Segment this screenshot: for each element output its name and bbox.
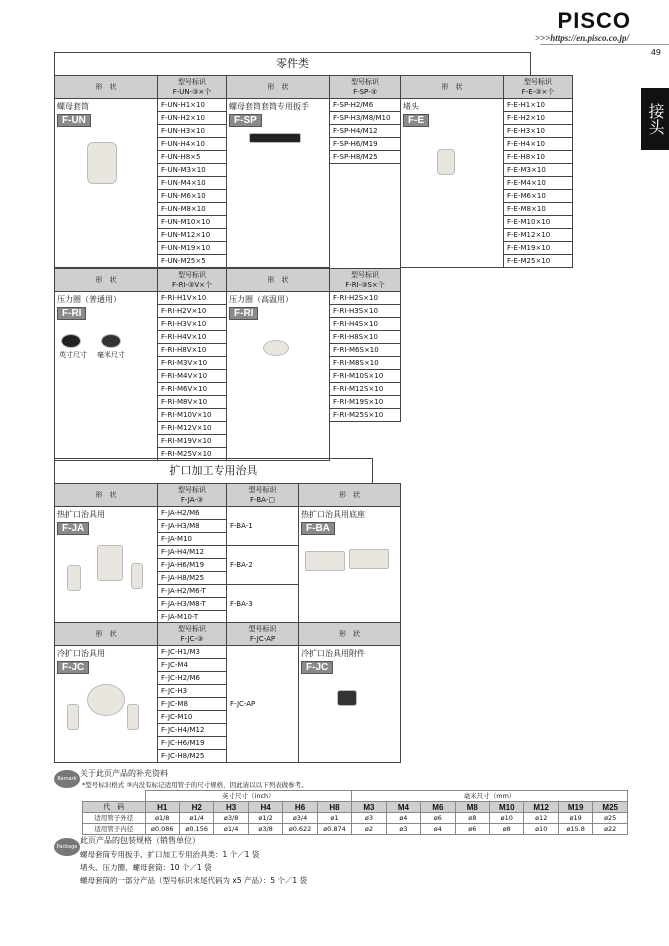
product-name: 热扩口治具用 [57, 510, 105, 519]
model-cell: F-RI-M6V×10 [158, 383, 227, 396]
model-cell: F-JA-H4/M12 [158, 546, 227, 559]
model-cell: F-JC-M8 [158, 698, 227, 711]
tube-od: ø6 [421, 813, 455, 824]
cell: 适用管子外径 [83, 813, 146, 824]
shape-cell-ja [55, 507, 158, 624]
parts-table-2 [54, 268, 401, 461]
model-cell: F-E-H8×10 [504, 151, 573, 164]
product-name: 热扩口治具用底座 [301, 510, 365, 519]
shape-header: 形 状 [299, 623, 401, 646]
package-line: 螺母套筒的一部分产品（型号标识末尾代码为 x5 产品）：5 个／1 袋 [80, 876, 308, 885]
cell [83, 802, 628, 813]
model-cell: F-E-M3×10 [504, 164, 573, 177]
model-cell: F-JC-M10 [158, 711, 227, 724]
model-cell: F-UN-H2×10 [158, 112, 227, 125]
divider [540, 44, 669, 45]
shape-header: 形 状 [227, 269, 330, 292]
model-cell: F-BA-2 [227, 546, 299, 585]
parts-title: 零件类 [54, 52, 531, 76]
cell [83, 791, 628, 802]
cell [337, 690, 357, 706]
tube-od: ø19 [558, 813, 592, 824]
package-icon: Package [54, 838, 80, 856]
model-cell: F-RI-H3V×10 [158, 318, 227, 331]
model-cell: F-UN-H1×10 [158, 99, 227, 112]
model-cell: F-JA-H3/M8 [158, 520, 227, 533]
cell: F-JC-AP [249, 635, 276, 643]
cell [67, 565, 81, 591]
model-cell: F-E-H4×10 [504, 138, 573, 151]
model-header [330, 269, 401, 292]
shape-header: 形 状 [55, 269, 158, 292]
model-cell: F-E-M4×10 [504, 177, 573, 190]
model-header [158, 76, 227, 99]
size-code: M3 [352, 802, 386, 813]
cell: 型号标识 [178, 625, 206, 633]
model-cell: F-JA-H3/M8-T [158, 598, 227, 611]
tube-od: ø12 [524, 813, 558, 824]
remark-note: *型号标识格式 ③内没有标记适用管子的尺寸规格，因此请以以下列表做参考。 [82, 781, 308, 789]
cell: F-E-③×个 [521, 88, 555, 96]
model-header [158, 269, 227, 292]
model-cell: F-RI-M6S×10 [330, 344, 401, 357]
table-row [55, 292, 401, 305]
model-cell: F-E-H1×10 [504, 99, 573, 112]
model-cell: F-SP-H4/M12 [330, 125, 401, 138]
tube-od: ø4 [386, 813, 420, 824]
mm-label: 毫米尺寸 [97, 351, 125, 359]
header-row [55, 484, 401, 507]
cell: F-RI-③S×个 [345, 281, 385, 289]
cell [437, 149, 455, 175]
cell [57, 127, 155, 167]
size-code: H6 [283, 802, 317, 813]
tube-od: ø25 [593, 813, 628, 824]
model-cell: F-E-M6×10 [504, 190, 573, 203]
model-cell: F-JC-H6/M19 [158, 737, 227, 750]
series-badge: F-E [403, 114, 429, 127]
table-row [55, 507, 401, 520]
model-header [504, 76, 573, 99]
shape-cell-e [401, 99, 504, 268]
model-cell: F-RI-H1V×10 [158, 292, 227, 305]
model-cell: F-UN-M8×10 [158, 203, 227, 216]
cell [83, 791, 146, 802]
model-cell: F-UN-H8×5 [158, 151, 227, 164]
model-cell: F-JA-H2/M6 [158, 507, 227, 520]
product-name: 螺母套筒套筒专用扳手 [229, 102, 309, 111]
model-cell: F-JA-M10 [158, 533, 227, 546]
product-name: 堵头 [403, 102, 419, 111]
model-cell: F-RI-M10V×10 [158, 409, 227, 422]
cell [229, 320, 327, 360]
model-cell: F-E-H3×10 [504, 125, 573, 138]
parts-table-1 [54, 75, 573, 268]
size-code: M10 [490, 802, 524, 813]
cell [263, 340, 289, 356]
model-cell: F-UN-M25×5 [158, 255, 227, 268]
tube-id: ø2 [352, 824, 386, 835]
cell [55, 269, 401, 461]
cell [101, 334, 121, 348]
tube-id: ø0.086 [145, 824, 179, 835]
model-cell: F-JA-H2/M6-T [158, 585, 227, 598]
cell: 型号标识 [524, 78, 552, 86]
product-name: 冷扩口治具用 [57, 649, 105, 658]
tube-id: ø15.8 [558, 824, 592, 835]
size-code: H4 [248, 802, 282, 813]
series-badge: F-SP [229, 114, 262, 127]
tube-id: ø0.874 [317, 824, 351, 835]
model-cell: F-JC-M4 [158, 659, 227, 672]
model-cell: F-SP-H2/M6 [330, 99, 401, 112]
cell: 型号标识 [248, 486, 277, 494]
model-cell: F-UN-M10×10 [158, 216, 227, 229]
remark-icon: Remark [54, 770, 80, 788]
tube-id: ø6 [455, 824, 489, 835]
model-cell: F-UN-M12×10 [158, 229, 227, 242]
tube-od: ø3/8 [214, 813, 248, 824]
tools-table-1 [54, 483, 401, 624]
cell: 型号标识 [351, 271, 379, 279]
shape-header: 形 状 [55, 623, 158, 646]
cell: F-UN-③×个 [172, 88, 212, 96]
product-name: 压力圈（高温用） [229, 295, 293, 304]
model-header [227, 623, 299, 646]
model-cell: F-JC-H4/M12 [158, 724, 227, 737]
model-cell: F-RI-H3S×10 [330, 305, 401, 318]
model-cell: F-JA-H6/M19 [158, 559, 227, 572]
size-code: M6 [421, 802, 455, 813]
package-line: 螺母套筒专用扳手、扩口加工专用治具类：1 个／1 袋 [80, 850, 260, 859]
cell: 型号标识 [178, 271, 206, 279]
model-cell: F-RI-H8S×10 [330, 331, 401, 344]
cell [57, 535, 155, 575]
model-cell: F-E-M12×10 [504, 229, 573, 242]
model-cell: F-RI-M19S×10 [330, 396, 401, 409]
series-badge: F-UN [57, 114, 91, 127]
model-cell: F-RI-H4S×10 [330, 318, 401, 331]
model-cell: F-BA-1 [227, 507, 299, 546]
pisco-logo: PISCO [557, 8, 631, 33]
tube-id: ø3/8 [248, 824, 282, 835]
cell [55, 76, 573, 268]
cell: F-BA-□ [250, 496, 275, 504]
model-cell: F-JC-H2/M6 [158, 672, 227, 685]
cell [83, 824, 628, 835]
model-cell: F-UN-M6×10 [158, 190, 227, 203]
shape-cell-ri-v [55, 292, 158, 461]
product-name: 螺母套筒 [57, 102, 89, 111]
series-badge: F-BA [301, 522, 335, 535]
inch-header: 英寸尺寸（inch） [145, 791, 352, 802]
cell [301, 535, 398, 575]
model-cell: F-RI-M12V×10 [158, 422, 227, 435]
tube-od: ø1 [317, 813, 351, 824]
model-cell: F-UN-H3×10 [158, 125, 227, 138]
shape-cell-un [55, 99, 158, 268]
model-cell: F-RI-M25S×10 [330, 409, 401, 422]
cell [131, 563, 143, 589]
cell [83, 813, 628, 824]
cell [97, 545, 123, 581]
mm-header: 毫米尺寸（mm） [352, 791, 628, 802]
model-cell: F-RI-H8V×10 [158, 344, 227, 357]
size-code: M19 [558, 802, 592, 813]
series-badge: F-RI [57, 307, 86, 320]
empty-cell [330, 164, 401, 268]
model-cell: F-RI-H2V×10 [158, 305, 227, 318]
series-badge: F-JC [57, 661, 89, 674]
shape-header: 形 状 [55, 484, 158, 507]
size-reference-table [82, 790, 628, 835]
model-cell: F-RI-M3V×10 [158, 357, 227, 370]
cell [229, 127, 327, 167]
cell [403, 127, 501, 167]
model-header [227, 484, 299, 507]
cell [87, 684, 125, 716]
tube-id: ø3 [386, 824, 420, 835]
cell: 型号标识 [351, 78, 379, 86]
cell: F-JC-③ [180, 635, 204, 643]
model-cell: F-SP-H3/M8/M10 [330, 112, 401, 125]
size-code: H3 [214, 802, 248, 813]
cell [57, 320, 155, 360]
cell [55, 484, 401, 624]
tube-id: ø1/4 [214, 824, 248, 835]
shape-header: 形 状 [401, 76, 504, 99]
model-cell: F-RI-M12S×10 [330, 383, 401, 396]
model-cell: F-RI-H4V×10 [158, 331, 227, 344]
shape-cell-ba [299, 507, 401, 624]
tube-id: ø4 [421, 824, 455, 835]
model-cell: F-UN-M19×10 [158, 242, 227, 255]
cell [61, 334, 81, 348]
package-lines [80, 848, 307, 887]
tube-od: ø3/4 [283, 813, 317, 824]
model-cell: F-SP-H6/M19 [330, 138, 401, 151]
model-cell: F-JC-H1/M3 [158, 646, 227, 659]
cell: 型号标识 [178, 486, 206, 494]
shape-header: 形 状 [55, 76, 158, 99]
shape-cell-ap [299, 646, 401, 763]
tube-id: ø0.622 [283, 824, 317, 835]
table-row [55, 646, 401, 659]
cell: 型号标识 [178, 78, 206, 86]
cell: F-RI-③V×个 [172, 281, 212, 289]
tools-table-2 [54, 622, 401, 763]
model-cell: F-RI-M19V×10 [158, 435, 227, 448]
tube-od: ø3 [352, 813, 386, 824]
header-row [55, 269, 401, 292]
model-cell: F-RI-M4V×10 [158, 370, 227, 383]
header-row [55, 76, 573, 99]
remark-title: 关于此页产品的补充资料 [80, 769, 168, 778]
product-name: 压力圈（普通用） [57, 295, 121, 304]
model-cell: F-E-M8×10 [504, 203, 573, 216]
cell [301, 674, 398, 714]
tube-id: ø8 [490, 824, 524, 835]
shape-cell-ri-s [227, 292, 330, 461]
cell [87, 142, 117, 184]
shape-header: 形 状 [299, 484, 401, 507]
size-code: M4 [386, 802, 420, 813]
shape-cell-sp [227, 99, 330, 268]
size-code: M25 [593, 802, 628, 813]
package-line: 堵头、压力圈、螺母套筒：10 个／1 袋 [80, 863, 212, 872]
model-header [158, 484, 227, 507]
cell [83, 791, 628, 835]
cell [127, 704, 139, 730]
model-cell: F-SP-H8/M25 [330, 151, 401, 164]
size-code: M12 [524, 802, 558, 813]
package-title: 此页产品的包装规格（销售单位） [80, 836, 200, 845]
model-cell: F-UN-H4×10 [158, 138, 227, 151]
header-row [55, 623, 401, 646]
tools-title: 扩口加工专用治具 [54, 458, 373, 484]
tube-od: ø8 [455, 813, 489, 824]
cell [349, 549, 389, 569]
model-cell: F-JA-M10-T [158, 611, 227, 624]
size-code: H2 [179, 802, 213, 813]
cell: 适用管子内径 [83, 824, 146, 835]
tube-id: ø10 [524, 824, 558, 835]
model-cell: F-E-M25×10 [504, 255, 573, 268]
cell [67, 704, 79, 730]
tube-od: ø1/8 [145, 813, 179, 824]
series-badge: F-RI [229, 307, 258, 320]
model-cell: F-JC-H3 [158, 685, 227, 698]
model-cell: F-UN-M4×10 [158, 177, 227, 190]
section-tab[interactable]: 接头 [641, 88, 669, 150]
table-row [55, 99, 573, 112]
model-cell: F-E-H2×10 [504, 112, 573, 125]
model-cell: F-JC-AP [227, 646, 299, 763]
model-cell: F-BA-3 [227, 585, 299, 624]
model-header [158, 623, 227, 646]
tube-od: ø10 [490, 813, 524, 824]
cell: 型号标识 [248, 625, 277, 633]
size-code: H1 [145, 802, 179, 813]
size-code: H8 [317, 802, 351, 813]
cell: 代 码 [83, 802, 146, 813]
model-cell: F-E-M19×10 [504, 242, 573, 255]
tube-od: ø1/4 [179, 813, 213, 824]
model-cell: F-JA-H8/M25 [158, 572, 227, 585]
series-badge: F-JA [57, 522, 89, 535]
tube-id: ø0.156 [179, 824, 213, 835]
cell [55, 623, 401, 763]
website-link[interactable]: >>>https://en.pisco.co.jp/ [534, 33, 629, 43]
shape-header: 形 状 [227, 76, 330, 99]
model-header [330, 76, 401, 99]
shape-cell-jc [55, 646, 158, 763]
inch-label: 英寸尺寸 [59, 351, 87, 359]
model-cell: F-E-M10×10 [504, 216, 573, 229]
cell [57, 674, 155, 714]
cell [330, 422, 401, 461]
model-cell: F-RI-M8S×10 [330, 357, 401, 370]
model-cell: F-RI-H2S×10 [330, 292, 401, 305]
cell: F-SP-③ [353, 88, 377, 96]
model-cell: F-UN-M3×10 [158, 164, 227, 177]
tube-od: ø1/2 [248, 813, 282, 824]
cell: F-JA-③ [180, 496, 204, 504]
product-name: 冷扩口治具用附件 [301, 649, 365, 658]
model-cell: F-RI-M8V×10 [158, 396, 227, 409]
size-code: M8 [455, 802, 489, 813]
cell [305, 551, 345, 571]
model-cell: F-RI-M25V×10 [158, 448, 227, 461]
model-cell: F-JC-H8/M25 [158, 750, 227, 763]
cell [249, 133, 301, 143]
page-number: 49 [650, 48, 661, 57]
model-cell: F-RI-M10S×10 [330, 370, 401, 383]
series-badge: F-JC [301, 661, 333, 674]
tube-id: ø22 [593, 824, 628, 835]
